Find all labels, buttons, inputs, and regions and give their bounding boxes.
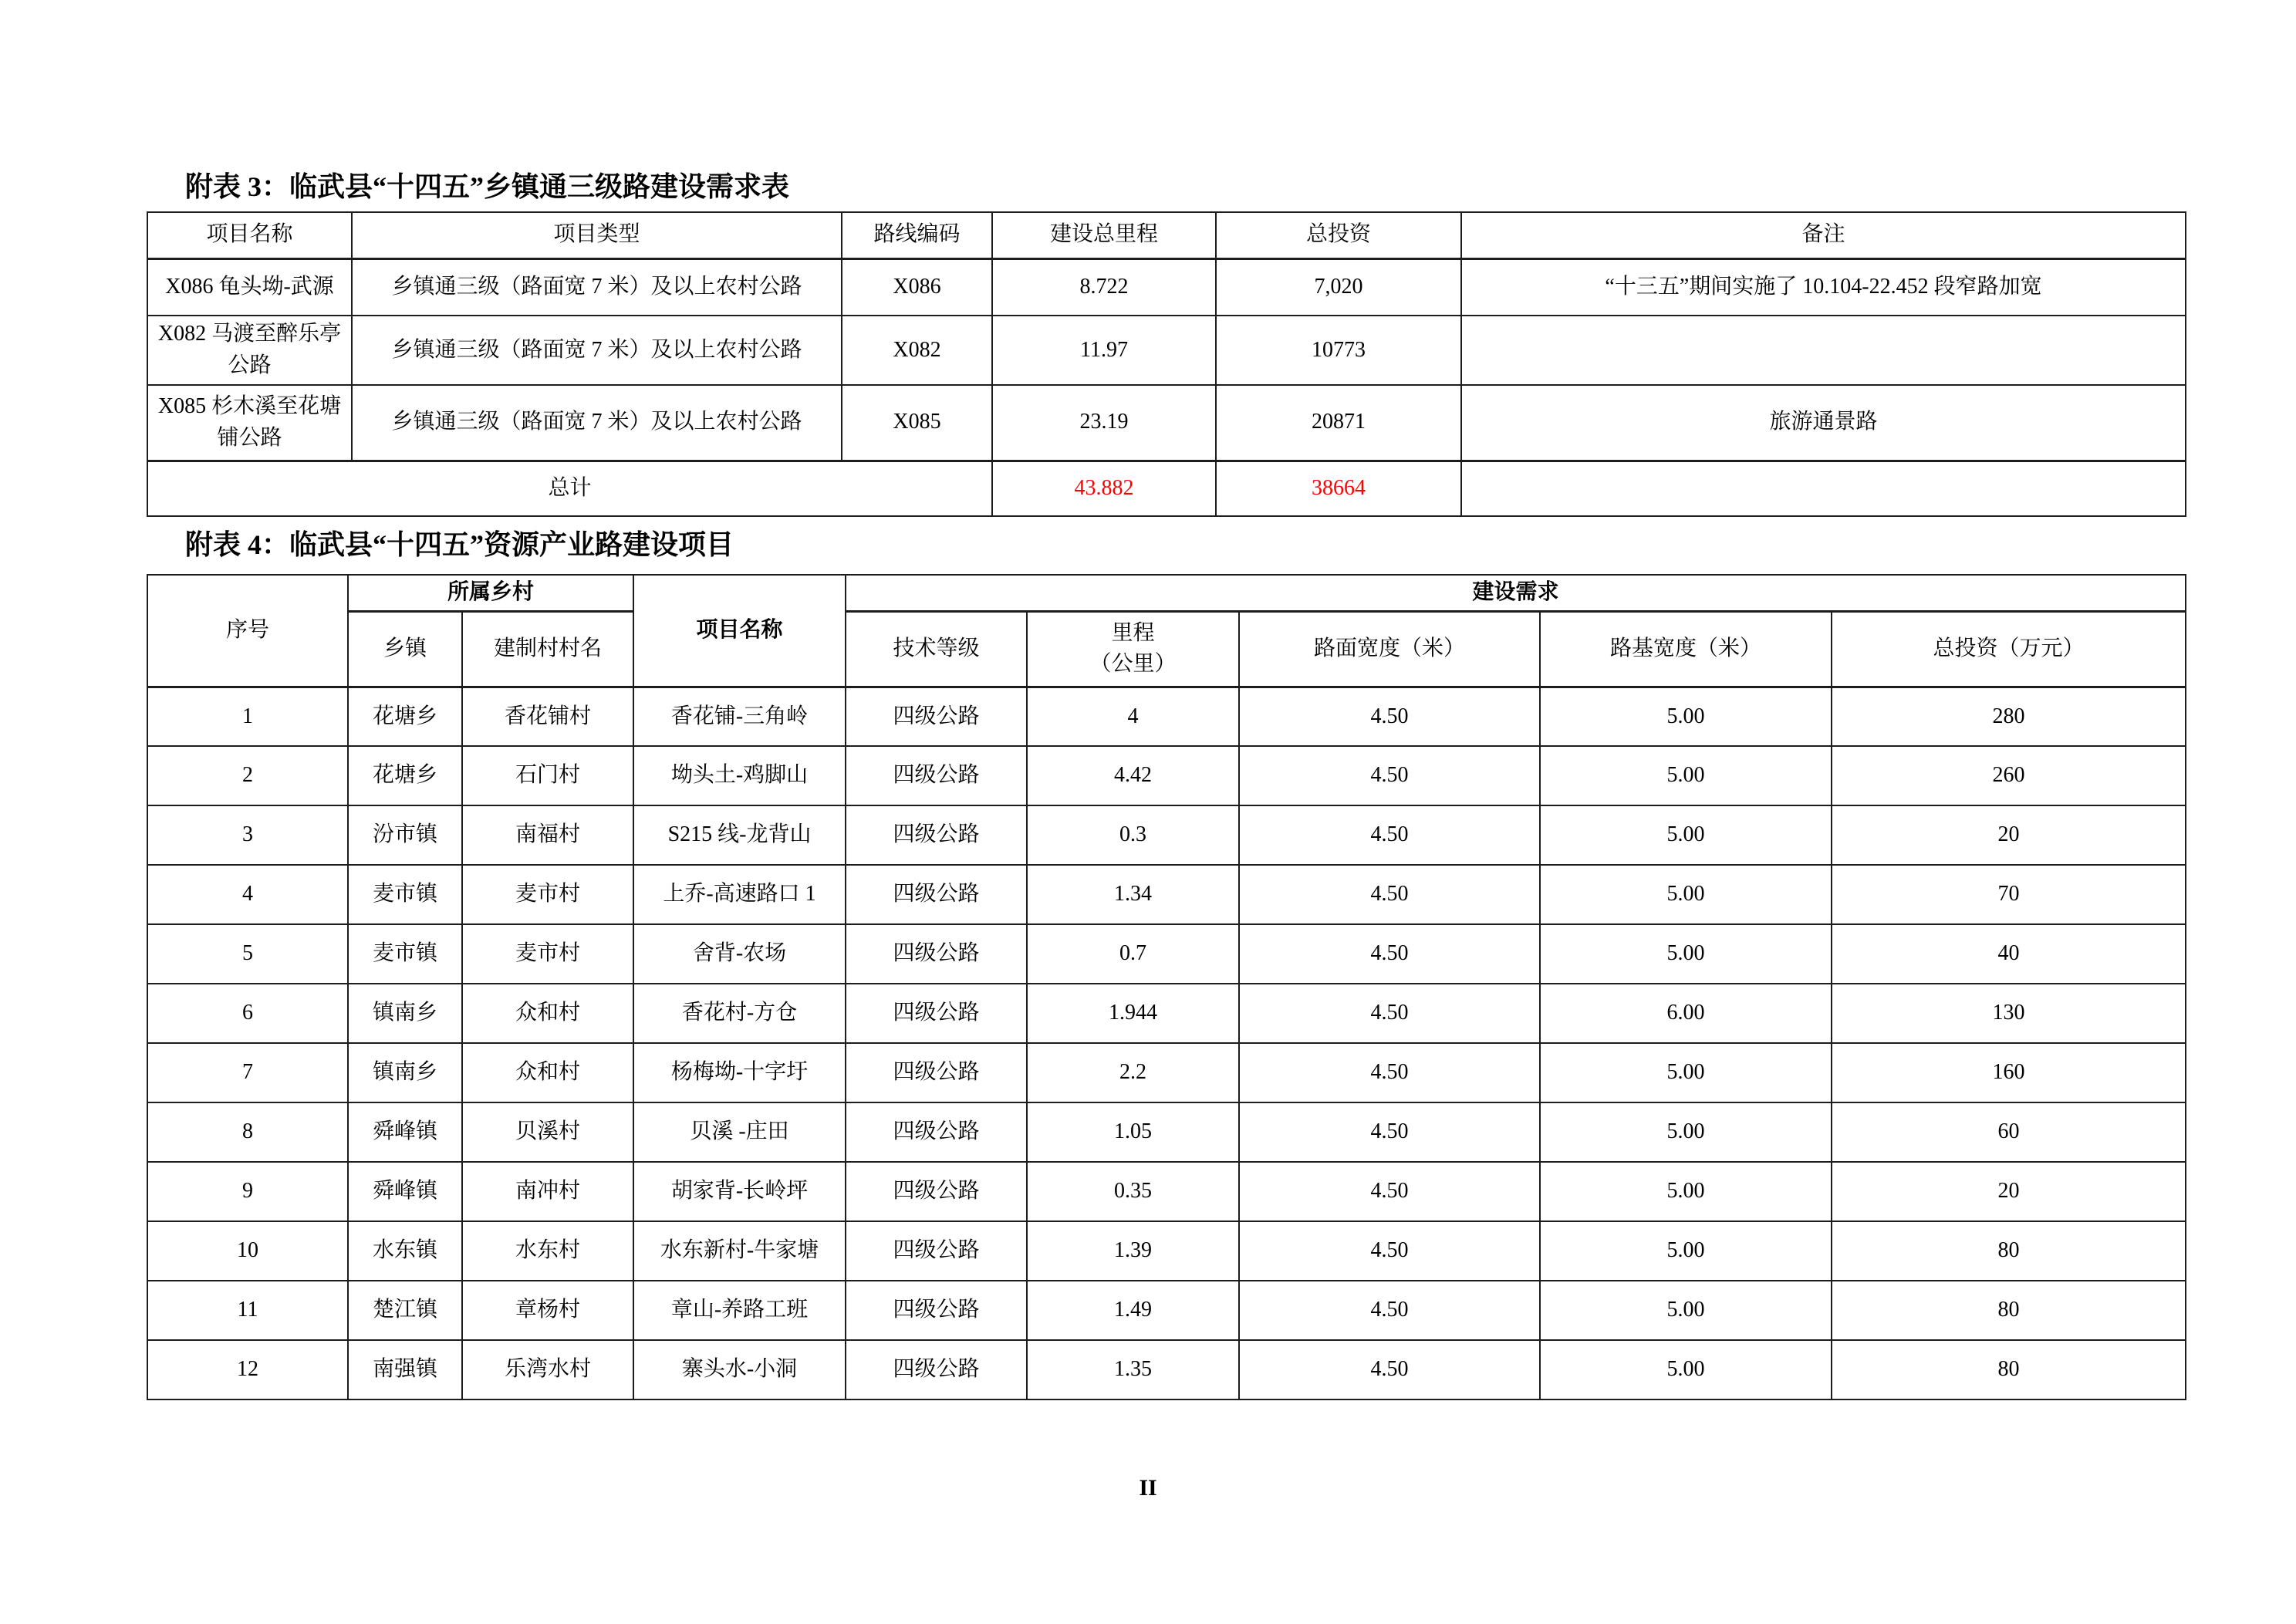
- t4-col-subgrade-width: 路基宽度（米）: [1540, 611, 1832, 687]
- cell-pavement-width: 4.50: [1239, 1221, 1540, 1281]
- cell-subgrade-width: 5.00: [1540, 1102, 1832, 1162]
- cell-village: 众和村: [462, 984, 633, 1043]
- cell-project: 舍背-农场: [633, 924, 846, 984]
- t4-col-pavement-width: 路面宽度（米）: [1239, 611, 1540, 687]
- cell-project: S215 线-龙背山: [633, 805, 846, 865]
- t4-col-mileage: [1027, 611, 1239, 687]
- cell-investment: 80: [1832, 1221, 2186, 1281]
- cell-mileage: 1.944: [1027, 984, 1239, 1043]
- cell-grade: 四级公路: [846, 1221, 1027, 1281]
- cell-index: 10: [147, 1221, 348, 1281]
- t4-col-investment: 总投资（万元）: [1832, 611, 2186, 687]
- total-investment-value: 38664: [1216, 461, 1461, 516]
- cell-mileage: 8.722: [992, 258, 1216, 316]
- cell-project: 香花村-方仓: [633, 984, 846, 1043]
- t4-col-project-name: 项目名称: [633, 575, 846, 687]
- t4-group-village: 所属乡村: [348, 575, 633, 611]
- cell-project: 胡家背-长岭坪: [633, 1162, 846, 1221]
- table4-title: 附表 4：临武县“十四五”资源产业路建设项目: [185, 529, 734, 560]
- cell-remark: [1461, 316, 2186, 385]
- cell-township: 楚江镇: [348, 1281, 462, 1340]
- cell-subgrade-width: 5.00: [1540, 1340, 1832, 1399]
- cell-township: 水东镇: [348, 1221, 462, 1281]
- cell-township: 花塘乡: [348, 687, 462, 746]
- t3-col-remarks: 备注: [1461, 212, 2186, 258]
- cell-mileage: 0.3: [1027, 805, 1239, 865]
- table-row: [147, 258, 2186, 316]
- cell-investment: 20871: [1216, 385, 1461, 461]
- cell-village: 众和村: [462, 1043, 633, 1102]
- cell-project: 香花铺-三角岭: [633, 687, 846, 746]
- t3-col-total-mileage: 建设总里程: [992, 212, 1216, 258]
- t3-col-project-type: 项目类型: [352, 212, 842, 258]
- cell-subgrade-width: 5.00: [1540, 805, 1832, 865]
- cell-index: 4: [147, 865, 348, 924]
- cell-subgrade-width: 5.00: [1540, 1221, 1832, 1281]
- cell-grade: 四级公路: [846, 924, 1027, 984]
- cell-investment: 20: [1832, 1162, 2186, 1221]
- table-row: [147, 687, 2186, 746]
- cell-investment: 80: [1832, 1281, 2186, 1340]
- cell-index: 5: [147, 924, 348, 984]
- cell-village: 水东村: [462, 1221, 633, 1281]
- cell-mileage: 0.35: [1027, 1162, 1239, 1221]
- table3-title: 附表 3：临武县“十四五”乡镇通三级路建设需求表: [185, 171, 790, 202]
- cell-index: 6: [147, 984, 348, 1043]
- cell-project-type: 乡镇通三级（路面宽 7 米）及以上农村公路: [352, 316, 842, 385]
- cell-grade: 四级公路: [846, 1162, 1027, 1221]
- cell-remark: 旅游通景路: [1461, 385, 2186, 461]
- cell-pavement-width: 4.50: [1239, 805, 1540, 865]
- total-label: 总计: [147, 461, 992, 516]
- table-row: [147, 924, 2186, 984]
- cell-pavement-width: 4.50: [1239, 1162, 1540, 1221]
- t4-col-technical-grade: 技术等级: [846, 611, 1027, 687]
- cell-index: 11: [147, 1281, 348, 1340]
- cell-mileage: 4: [1027, 687, 1239, 746]
- cell-grade: 四级公路: [846, 1102, 1027, 1162]
- cell-pavement-width: 4.50: [1239, 746, 1540, 805]
- cell-mileage: 4.42: [1027, 746, 1239, 805]
- cell-subgrade-width: 5.00: [1540, 687, 1832, 746]
- cell-investment: 60: [1832, 1102, 2186, 1162]
- cell-pavement-width: 4.50: [1239, 1281, 1540, 1340]
- cell-grade: 四级公路: [846, 984, 1027, 1043]
- total-remark: [1461, 461, 2186, 516]
- cell-investment: 80: [1832, 1340, 2186, 1399]
- cell-township: 舜峰镇: [348, 1102, 462, 1162]
- cell-subgrade-width: 5.00: [1540, 924, 1832, 984]
- cell-project: 章山-养路工班: [633, 1281, 846, 1340]
- cell-index: 1: [147, 687, 348, 746]
- table-row: [147, 316, 2186, 385]
- cell-project-type: 乡镇通三级（路面宽 7 米）及以上农村公路: [352, 385, 842, 461]
- cell-mileage: 0.7: [1027, 924, 1239, 984]
- t3-col-project-name: 项目名称: [147, 212, 352, 258]
- cell-route-code: X085: [842, 385, 992, 461]
- table-row: [147, 984, 2186, 1043]
- cell-village: 石门村: [462, 746, 633, 805]
- cell-mileage: 1.49: [1027, 1281, 1239, 1340]
- cell-village: 南福村: [462, 805, 633, 865]
- cell-investment: 70: [1832, 865, 2186, 924]
- t4-col-index: 序号: [147, 575, 348, 687]
- cell-mileage: 1.05: [1027, 1102, 1239, 1162]
- cell-mileage: 1.34: [1027, 865, 1239, 924]
- cell-project: 寨头水-小洞: [633, 1340, 846, 1399]
- cell-township: 汾市镇: [348, 805, 462, 865]
- table4-resource-industry-roads: [147, 574, 2186, 1400]
- cell-township: 镇南乡: [348, 984, 462, 1043]
- cell-index: 8: [147, 1102, 348, 1162]
- cell-pavement-width: 4.50: [1239, 924, 1540, 984]
- table4-header-row-sub: [147, 611, 2186, 687]
- cell-village: 香花铺村: [462, 687, 633, 746]
- cell-pavement-width: 4.50: [1239, 1340, 1540, 1399]
- cell-subgrade-width: 5.00: [1540, 1043, 1832, 1102]
- cell-investment: 130: [1832, 984, 2186, 1043]
- cell-project-name: X082 马渡至醉乐亭公路: [147, 316, 352, 385]
- table-row: [147, 1162, 2186, 1221]
- cell-grade: 四级公路: [846, 865, 1027, 924]
- cell-pavement-width: 4.50: [1239, 865, 1540, 924]
- mileage-label-line1: 里程: [1111, 620, 1155, 645]
- cell-township: 镇南乡: [348, 1043, 462, 1102]
- cell-grade: 四级公路: [846, 746, 1027, 805]
- cell-grade: 四级公路: [846, 1043, 1027, 1102]
- cell-investment: 40: [1832, 924, 2186, 984]
- cell-subgrade-width: 5.00: [1540, 1162, 1832, 1221]
- cell-index: 9: [147, 1162, 348, 1221]
- t3-col-total-investment: 总投资: [1216, 212, 1461, 258]
- cell-village: 贝溪村: [462, 1102, 633, 1162]
- cell-project: 杨梅坳-十字圩: [633, 1043, 846, 1102]
- cell-investment: 10773: [1216, 316, 1461, 385]
- cell-township: 麦市镇: [348, 924, 462, 984]
- document-content: [147, 0, 2185, 1400]
- cell-project: 上乔-高速路口 1: [633, 865, 846, 924]
- cell-pavement-width: 4.50: [1239, 687, 1540, 746]
- t4-col-township: 乡镇: [348, 611, 462, 687]
- table-row: [147, 746, 2186, 805]
- cell-route-code: X082: [842, 316, 992, 385]
- cell-pavement-width: 4.50: [1239, 984, 1540, 1043]
- t4-group-construction-demand: 建设需求: [846, 575, 2186, 611]
- page-number: II: [1139, 1475, 1157, 1501]
- cell-pavement-width: 4.50: [1239, 1043, 1540, 1102]
- total-mileage-value: 43.882: [992, 461, 1216, 516]
- cell-remark: “十三五”期间实施了 10.104-22.452 段窄路加宽: [1461, 258, 2186, 316]
- cell-village: 乐湾水村: [462, 1340, 633, 1399]
- cell-index: 2: [147, 746, 348, 805]
- cell-mileage: 1.39: [1027, 1221, 1239, 1281]
- table4-header-row-top: [147, 575, 2186, 611]
- cell-pavement-width: 4.50: [1239, 1102, 1540, 1162]
- t4-col-village-name: 建制村村名: [462, 611, 633, 687]
- cell-township: 南强镇: [348, 1340, 462, 1399]
- cell-project: 贝溪 -庄田: [633, 1102, 846, 1162]
- cell-investment: 260: [1832, 746, 2186, 805]
- cell-investment: 7,020: [1216, 258, 1461, 316]
- cell-township: 麦市镇: [348, 865, 462, 924]
- table-row: [147, 1102, 2186, 1162]
- mileage-label-line2: （公里）: [1089, 652, 1177, 677]
- cell-grade: 四级公路: [846, 1340, 1027, 1399]
- cell-subgrade-width: 6.00: [1540, 984, 1832, 1043]
- cell-grade: 四级公路: [846, 1281, 1027, 1340]
- table-row: [147, 1281, 2186, 1340]
- cell-village: 南冲村: [462, 1162, 633, 1221]
- cell-mileage: 11.97: [992, 316, 1216, 385]
- cell-project-name: X086 龟头坳-武源: [147, 258, 352, 316]
- table3-total-row: [147, 461, 2186, 516]
- cell-project-name: X085 杉木溪至花塘铺公路: [147, 385, 352, 461]
- table3-header-row: [147, 212, 2186, 258]
- cell-index: 12: [147, 1340, 348, 1399]
- cell-investment: 20: [1832, 805, 2186, 865]
- cell-grade: 四级公路: [846, 805, 1027, 865]
- cell-subgrade-width: 5.00: [1540, 865, 1832, 924]
- cell-subgrade-width: 5.00: [1540, 1281, 1832, 1340]
- t3-col-route-code: 路线编码: [842, 212, 992, 258]
- cell-village: 麦市村: [462, 865, 633, 924]
- cell-village: 麦市村: [462, 924, 633, 984]
- cell-index: 3: [147, 805, 348, 865]
- cell-project: 水东新村-牛家塘: [633, 1221, 846, 1281]
- cell-mileage: 1.35: [1027, 1340, 1239, 1399]
- cell-subgrade-width: 5.00: [1540, 746, 1832, 805]
- table3-township-grade3-roads: [147, 211, 2186, 517]
- cell-investment: 160: [1832, 1043, 2186, 1102]
- table-row: [147, 1340, 2186, 1399]
- cell-grade: 四级公路: [846, 687, 1027, 746]
- table-row: [147, 1221, 2186, 1281]
- table-row: [147, 805, 2186, 865]
- cell-village: 章杨村: [462, 1281, 633, 1340]
- cell-project: 坳头土-鸡脚山: [633, 746, 846, 805]
- cell-mileage: 2.2: [1027, 1043, 1239, 1102]
- table-row: [147, 385, 2186, 461]
- cell-project-type: 乡镇通三级（路面宽 7 米）及以上农村公路: [352, 258, 842, 316]
- cell-township: 舜峰镇: [348, 1162, 462, 1221]
- cell-investment: 280: [1832, 687, 2186, 746]
- cell-route-code: X086: [842, 258, 992, 316]
- cell-township: 花塘乡: [348, 746, 462, 805]
- cell-index: 7: [147, 1043, 348, 1102]
- cell-mileage: 23.19: [992, 385, 1216, 461]
- table-row: [147, 865, 2186, 924]
- table-row: [147, 1043, 2186, 1102]
